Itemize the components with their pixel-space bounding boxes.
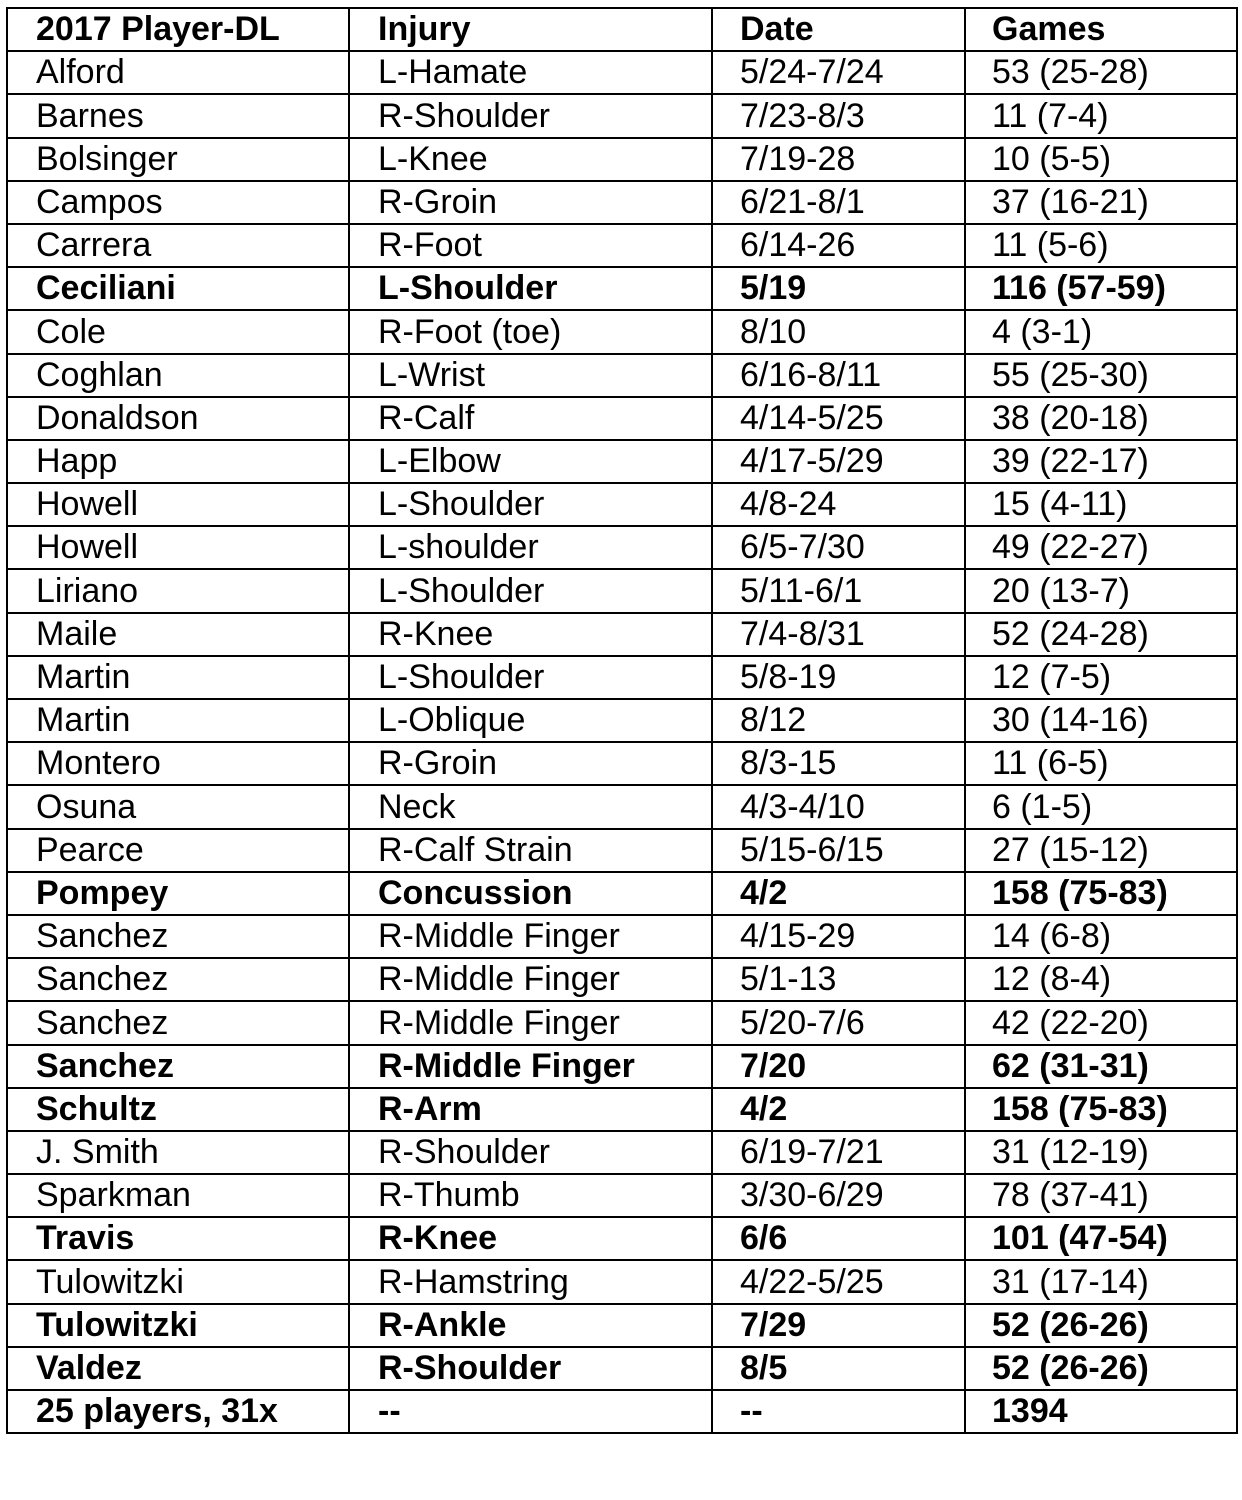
cell-date: 4/8-24	[712, 483, 965, 526]
injury-table	[6, 7, 1238, 1434]
cell-date: 8/10	[712, 310, 965, 353]
cell-player: Tulowitzki	[7, 1304, 349, 1347]
table-row	[7, 785, 1237, 828]
cell-date: 4/22-5/25	[712, 1260, 965, 1303]
cell-player: 25 players, 31x	[7, 1390, 349, 1433]
cell-games: 38 (20-18)	[965, 397, 1237, 440]
table-row	[7, 742, 1237, 785]
cell-games: 30 (14-16)	[965, 699, 1237, 742]
cell-player: Campos	[7, 181, 349, 224]
cell-injury: R-Knee	[349, 613, 712, 656]
cell-date: 8/12	[712, 699, 965, 742]
cell-injury: L-Shoulder	[349, 569, 712, 612]
cell-games: 39 (22-17)	[965, 440, 1237, 483]
cell-date: 6/5-7/30	[712, 526, 965, 569]
table-row	[7, 1390, 1237, 1433]
cell-games: 10 (5-5)	[965, 138, 1237, 181]
cell-player: Ceciliani	[7, 267, 349, 310]
cell-games: 52 (26-26)	[965, 1347, 1237, 1390]
cell-injury: R-Calf	[349, 397, 712, 440]
cell-player: Carrera	[7, 224, 349, 267]
cell-date: 6/14-26	[712, 224, 965, 267]
cell-injury: R-Hamstring	[349, 1260, 712, 1303]
cell-games: 20 (13-7)	[965, 569, 1237, 612]
table-row	[7, 1260, 1237, 1303]
table-row	[7, 829, 1237, 872]
cell-player: Howell	[7, 483, 349, 526]
cell-injury: R-Calf Strain	[349, 829, 712, 872]
table-row	[7, 1088, 1237, 1131]
table-row	[7, 1131, 1237, 1174]
table-row	[7, 613, 1237, 656]
cell-player: Martin	[7, 656, 349, 699]
cell-injury: L-Knee	[349, 138, 712, 181]
cell-games: 1394	[965, 1390, 1237, 1433]
cell-date: 4/17-5/29	[712, 440, 965, 483]
cell-injury: L-Oblique	[349, 699, 712, 742]
cell-games: 11 (6-5)	[965, 742, 1237, 785]
table-row	[7, 526, 1237, 569]
cell-player: Sanchez	[7, 958, 349, 1001]
cell-injury: L-Hamate	[349, 51, 712, 94]
cell-games: 116 (57-59)	[965, 267, 1237, 310]
cell-injury: Concussion	[349, 872, 712, 915]
cell-games: 158 (75-83)	[965, 1088, 1237, 1131]
cell-player: Coghlan	[7, 354, 349, 397]
cell-injury: L-Shoulder	[349, 656, 712, 699]
cell-games: 14 (6-8)	[965, 915, 1237, 958]
cell-date: 5/20-7/6	[712, 1001, 965, 1044]
cell-injury: L-Shoulder	[349, 267, 712, 310]
table-row	[7, 915, 1237, 958]
cell-player: J. Smith	[7, 1131, 349, 1174]
cell-player: Pearce	[7, 829, 349, 872]
cell-date: 6/21-8/1	[712, 181, 965, 224]
cell-injury: R-Thumb	[349, 1174, 712, 1217]
cell-date: 4/2	[712, 1088, 965, 1131]
cell-injury: R-Shoulder	[349, 1347, 712, 1390]
cell-player: Donaldson	[7, 397, 349, 440]
cell-date: 6/16-8/11	[712, 354, 965, 397]
cell-injury: R-Middle Finger	[349, 1045, 712, 1088]
table-row	[7, 1217, 1237, 1260]
cell-games: 42 (22-20)	[965, 1001, 1237, 1044]
table-row	[7, 138, 1237, 181]
cell-player: Howell	[7, 526, 349, 569]
cell-player: Sanchez	[7, 1001, 349, 1044]
cell-injury: R-Foot	[349, 224, 712, 267]
cell-injury: R-Foot (toe)	[349, 310, 712, 353]
cell-player: Bolsinger	[7, 138, 349, 181]
cell-injury: R-Arm	[349, 1088, 712, 1131]
cell-player: Cole	[7, 310, 349, 353]
table-row	[7, 354, 1237, 397]
cell-player: Travis	[7, 1217, 349, 1260]
cell-injury: R-Shoulder	[349, 94, 712, 137]
table-row	[7, 656, 1237, 699]
table-row	[7, 397, 1237, 440]
table-row	[7, 51, 1237, 94]
cell-games: 37 (16-21)	[965, 181, 1237, 224]
header-date: Date	[712, 8, 965, 51]
cell-date: 8/3-15	[712, 742, 965, 785]
cell-injury: L-Wrist	[349, 354, 712, 397]
cell-injury: --	[349, 1390, 712, 1433]
cell-injury: L-Shoulder	[349, 483, 712, 526]
cell-injury: R-Knee	[349, 1217, 712, 1260]
cell-player: Schultz	[7, 1088, 349, 1131]
table-row	[7, 1045, 1237, 1088]
cell-player: Osuna	[7, 785, 349, 828]
cell-player: Sanchez	[7, 1045, 349, 1088]
header-games: Games	[965, 8, 1237, 51]
cell-games: 31 (17-14)	[965, 1260, 1237, 1303]
cell-games: 27 (15-12)	[965, 829, 1237, 872]
cell-date: 5/24-7/24	[712, 51, 965, 94]
cell-date: 5/1-13	[712, 958, 965, 1001]
cell-player: Happ	[7, 440, 349, 483]
cell-injury: L-Elbow	[349, 440, 712, 483]
cell-date: 7/4-8/31	[712, 613, 965, 656]
cell-date: 7/23-8/3	[712, 94, 965, 137]
cell-injury: R-Shoulder	[349, 1131, 712, 1174]
cell-date: 4/14-5/25	[712, 397, 965, 440]
cell-date: 4/3-4/10	[712, 785, 965, 828]
cell-date: 4/15-29	[712, 915, 965, 958]
cell-games: 12 (8-4)	[965, 958, 1237, 1001]
cell-games: 55 (25-30)	[965, 354, 1237, 397]
cell-date: 6/6	[712, 1217, 965, 1260]
header-player: 2017 Player-DL	[7, 8, 349, 51]
cell-player: Sparkman	[7, 1174, 349, 1217]
cell-date: 5/8-19	[712, 656, 965, 699]
cell-games: 52 (24-28)	[965, 613, 1237, 656]
table-row	[7, 224, 1237, 267]
cell-player: Barnes	[7, 94, 349, 137]
header-injury: Injury	[349, 8, 712, 51]
table-row	[7, 94, 1237, 137]
cell-player: Valdez	[7, 1347, 349, 1390]
table-row	[7, 958, 1237, 1001]
cell-date: 7/20	[712, 1045, 965, 1088]
table-row	[7, 267, 1237, 310]
cell-date: 8/5	[712, 1347, 965, 1390]
cell-date: 4/2	[712, 872, 965, 915]
table-row	[7, 1174, 1237, 1217]
cell-player: Pompey	[7, 872, 349, 915]
cell-injury: Neck	[349, 785, 712, 828]
cell-games: 12 (7-5)	[965, 656, 1237, 699]
table-body	[7, 51, 1237, 1433]
cell-date: 5/11-6/1	[712, 569, 965, 612]
table-row	[7, 1347, 1237, 1390]
cell-games: 52 (26-26)	[965, 1304, 1237, 1347]
cell-date: 5/19	[712, 267, 965, 310]
cell-games: 101 (47-54)	[965, 1217, 1237, 1260]
cell-player: Tulowitzki	[7, 1260, 349, 1303]
cell-games: 6 (1-5)	[965, 785, 1237, 828]
cell-injury: L-shoulder	[349, 526, 712, 569]
cell-date: --	[712, 1390, 965, 1433]
cell-player: Martin	[7, 699, 349, 742]
table-row	[7, 1001, 1237, 1044]
table-row	[7, 440, 1237, 483]
cell-date: 7/19-28	[712, 138, 965, 181]
cell-injury: R-Middle Finger	[349, 915, 712, 958]
cell-player: Sanchez	[7, 915, 349, 958]
table-row	[7, 310, 1237, 353]
cell-games: 53 (25-28)	[965, 51, 1237, 94]
cell-date: 6/19-7/21	[712, 1131, 965, 1174]
cell-games: 49 (22-27)	[965, 526, 1237, 569]
header-row	[7, 8, 1237, 51]
cell-injury: R-Middle Finger	[349, 1001, 712, 1044]
cell-player: Montero	[7, 742, 349, 785]
cell-date: 7/29	[712, 1304, 965, 1347]
cell-games: 31 (12-19)	[965, 1131, 1237, 1174]
cell-injury: R-Groin	[349, 181, 712, 224]
table-row	[7, 181, 1237, 224]
cell-injury: R-Groin	[349, 742, 712, 785]
cell-injury: R-Ankle	[349, 1304, 712, 1347]
table-row	[7, 483, 1237, 526]
cell-injury: R-Middle Finger	[349, 958, 712, 1001]
cell-games: 11 (5-6)	[965, 224, 1237, 267]
table-row	[7, 872, 1237, 915]
cell-games: 15 (4-11)	[965, 483, 1237, 526]
table-row	[7, 699, 1237, 742]
cell-date: 5/15-6/15	[712, 829, 965, 872]
cell-date: 3/30-6/29	[712, 1174, 965, 1217]
cell-games: 78 (37-41)	[965, 1174, 1237, 1217]
cell-player: Liriano	[7, 569, 349, 612]
table-row	[7, 1304, 1237, 1347]
cell-games: 158 (75-83)	[965, 872, 1237, 915]
cell-games: 62 (31-31)	[965, 1045, 1237, 1088]
table-row	[7, 569, 1237, 612]
cell-player: Maile	[7, 613, 349, 656]
cell-games: 11 (7-4)	[965, 94, 1237, 137]
cell-games: 4 (3-1)	[965, 310, 1237, 353]
cell-player: Alford	[7, 51, 349, 94]
